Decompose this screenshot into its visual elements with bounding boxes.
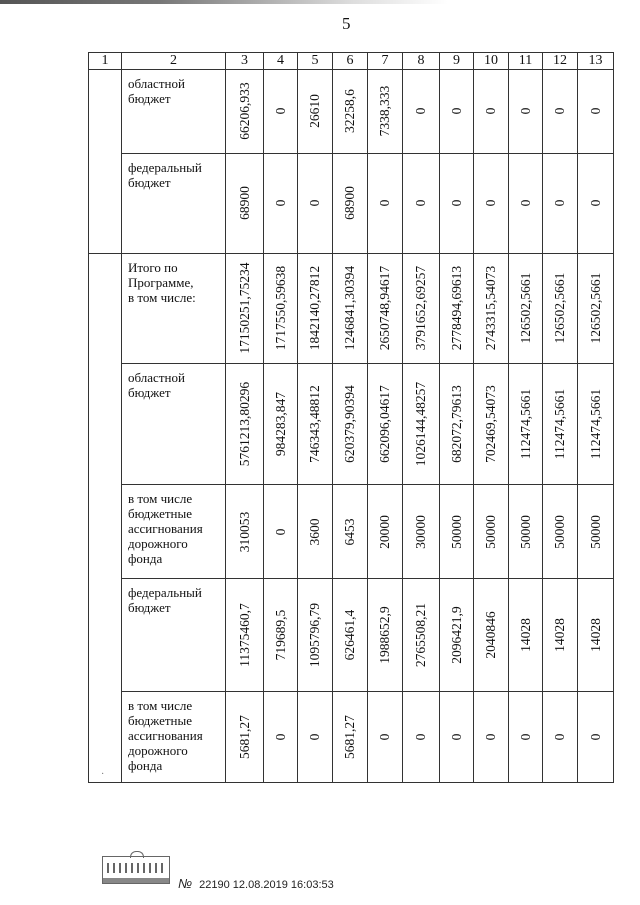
value-text: 0 bbox=[448, 733, 464, 741]
value-text: 0 bbox=[587, 107, 603, 115]
value-text: 14028 bbox=[587, 618, 603, 652]
value-cell bbox=[403, 363, 440, 485]
row-label-text: в том числе бюджетные ассигнования дорожного фонда bbox=[128, 491, 203, 567]
value-text: 0 bbox=[413, 733, 428, 741]
value-cell bbox=[333, 254, 368, 364]
value-text: 984283,847 bbox=[272, 391, 288, 457]
table-row bbox=[89, 254, 614, 364]
column-number-6: 6 bbox=[333, 53, 368, 70]
value-cell bbox=[333, 153, 368, 254]
value-text: 0 bbox=[448, 107, 464, 115]
row-label bbox=[122, 153, 226, 254]
row-label-text: областной бюджет bbox=[128, 369, 185, 400]
value-cell bbox=[226, 578, 264, 692]
column-number-2: 2 bbox=[122, 53, 226, 70]
registration-number-date: 22190 12.08.2019 16:03:53 bbox=[199, 879, 334, 891]
row-label bbox=[122, 70, 226, 153]
column-number-13: 13 bbox=[578, 53, 614, 70]
value-cell bbox=[403, 153, 440, 254]
value-text: 68900 bbox=[236, 186, 252, 221]
value-cell bbox=[333, 363, 368, 485]
footer bbox=[0, 850, 640, 905]
value-text: 1246841,30394 bbox=[342, 266, 357, 351]
value-cell bbox=[509, 70, 543, 153]
value-text: 0 bbox=[413, 107, 428, 115]
row-label-text: федеральный бюджет bbox=[128, 159, 202, 190]
value-text: 126502,5661 bbox=[517, 272, 533, 344]
value-cell bbox=[440, 578, 474, 692]
value-cell bbox=[474, 254, 509, 364]
value-text: 0 bbox=[517, 107, 533, 115]
value-text: 0 bbox=[272, 733, 288, 741]
value-text: 702469,54073 bbox=[483, 385, 498, 463]
value-text: 14028 bbox=[552, 618, 567, 652]
table-row bbox=[89, 485, 614, 579]
value-text: 0 bbox=[483, 733, 498, 741]
value-text: 310053 bbox=[236, 511, 252, 552]
value-cell bbox=[298, 692, 333, 783]
value-cell bbox=[543, 363, 578, 485]
value-text: 0 bbox=[307, 733, 322, 741]
value-cell bbox=[298, 578, 333, 692]
table-row bbox=[89, 70, 614, 153]
value-text: 50000 bbox=[587, 514, 603, 549]
column-number-5: 5 bbox=[298, 53, 333, 70]
column-number-11: 11 bbox=[509, 53, 543, 70]
value-cell bbox=[226, 363, 264, 485]
value-cell bbox=[474, 363, 509, 485]
row-label bbox=[122, 692, 226, 783]
value-text: 26610 bbox=[307, 94, 322, 129]
value-cell bbox=[298, 485, 333, 579]
value-cell bbox=[578, 153, 614, 254]
value-text: 626461,4 bbox=[342, 609, 357, 661]
number-sign: № bbox=[178, 876, 193, 891]
value-text: 20000 bbox=[377, 514, 392, 549]
value-cell bbox=[543, 485, 578, 579]
value-text: 0 bbox=[587, 733, 603, 741]
table-row bbox=[89, 578, 614, 692]
value-cell bbox=[474, 578, 509, 692]
table-row bbox=[89, 363, 614, 485]
value-text: 0 bbox=[413, 199, 428, 207]
value-cell bbox=[578, 578, 614, 692]
value-cell bbox=[264, 254, 298, 364]
value-cell bbox=[298, 254, 333, 364]
value-cell bbox=[403, 70, 440, 153]
value-cell bbox=[368, 153, 403, 254]
value-text: 0 bbox=[587, 199, 603, 207]
column-number-4: 4 bbox=[264, 53, 298, 70]
row-label-text: областной бюджет bbox=[128, 76, 185, 107]
value-text: 0 bbox=[552, 107, 567, 115]
value-text: 11375460,7 bbox=[236, 603, 252, 667]
value-text: 50000 bbox=[483, 514, 498, 549]
value-cell bbox=[474, 692, 509, 783]
value-cell bbox=[543, 692, 578, 783]
value-cell bbox=[368, 254, 403, 364]
value-cell bbox=[578, 485, 614, 579]
row-label bbox=[122, 254, 226, 364]
value-text: 0 bbox=[272, 199, 288, 207]
value-text: 0 bbox=[272, 528, 288, 535]
value-text: 1717550,59638 bbox=[272, 266, 288, 351]
value-text: 0 bbox=[517, 733, 533, 741]
row-label-text: в том числе бюджетные ассигнования дорожного фонда bbox=[128, 698, 203, 774]
value-text: 2743315,54073 bbox=[483, 266, 498, 351]
value-cell bbox=[578, 70, 614, 153]
value-text: 126502,5661 bbox=[587, 272, 603, 344]
value-cell bbox=[264, 578, 298, 692]
value-cell bbox=[226, 485, 264, 579]
value-cell bbox=[403, 692, 440, 783]
value-text: 30000 bbox=[413, 514, 428, 549]
value-cell bbox=[264, 70, 298, 153]
value-text: 746343,48812 bbox=[307, 385, 322, 463]
value-cell bbox=[264, 485, 298, 579]
value-text: 112474,5661 bbox=[587, 388, 603, 460]
value-cell bbox=[368, 578, 403, 692]
value-text: 1026144,48257 bbox=[413, 381, 428, 467]
value-text: 5681,27 bbox=[236, 715, 252, 760]
page-number: 5 bbox=[342, 14, 351, 33]
value-cell bbox=[578, 363, 614, 485]
value-cell bbox=[226, 254, 264, 364]
value-text: 2765508,21 bbox=[413, 603, 428, 668]
value-cell bbox=[543, 254, 578, 364]
value-cell bbox=[333, 70, 368, 153]
scan-top-edge bbox=[0, 0, 640, 4]
value-text: 662096,04617 bbox=[377, 385, 392, 463]
column-number-10: 10 bbox=[474, 53, 509, 70]
value-cell bbox=[474, 70, 509, 153]
column-number-1: 1 bbox=[89, 53, 122, 70]
column-number-12: 12 bbox=[543, 53, 578, 70]
value-cell bbox=[474, 485, 509, 579]
value-cell bbox=[509, 692, 543, 783]
value-cell bbox=[226, 70, 264, 153]
value-cell bbox=[368, 363, 403, 485]
value-cell bbox=[333, 578, 368, 692]
value-text: 112474,5661 bbox=[517, 388, 533, 460]
value-text: 126502,5661 bbox=[552, 272, 567, 344]
scan-mark: · bbox=[101, 769, 105, 780]
value-cell bbox=[298, 363, 333, 485]
value-cell bbox=[264, 153, 298, 254]
value-text: 6453 bbox=[342, 518, 357, 546]
value-text: 0 bbox=[307, 199, 322, 207]
value-text: 1842140,27812 bbox=[307, 266, 322, 351]
value-text: 2040846 bbox=[483, 611, 498, 659]
value-cell bbox=[474, 153, 509, 254]
table-row bbox=[89, 153, 614, 254]
value-cell bbox=[440, 692, 474, 783]
value-text: 0 bbox=[272, 107, 288, 115]
row-label bbox=[122, 578, 226, 692]
value-text: 2650748,94617 bbox=[377, 266, 392, 351]
value-cell bbox=[509, 254, 543, 364]
value-text: 0 bbox=[483, 199, 498, 207]
value-cell bbox=[368, 70, 403, 153]
value-text: 2096421,9 bbox=[448, 606, 464, 664]
value-text: 68900 bbox=[342, 186, 357, 221]
table-header-row bbox=[89, 53, 614, 70]
value-text: 66206,933 bbox=[236, 82, 252, 140]
value-text: 0 bbox=[483, 107, 498, 115]
table-row bbox=[89, 692, 614, 783]
value-text: 0 bbox=[448, 199, 464, 207]
value-text: 50000 bbox=[552, 514, 567, 549]
value-text: 0 bbox=[552, 733, 567, 741]
row-label bbox=[122, 485, 226, 579]
value-cell bbox=[509, 485, 543, 579]
column-number-9: 9 bbox=[440, 53, 474, 70]
value-cell bbox=[264, 692, 298, 783]
value-text: 7338,333 bbox=[377, 85, 392, 137]
value-text: 3600 bbox=[307, 518, 322, 546]
number-cell bbox=[89, 70, 122, 254]
registry-seal bbox=[102, 856, 170, 884]
row-label-text: федеральный бюджет bbox=[128, 584, 202, 615]
value-cell bbox=[440, 254, 474, 364]
value-text: 1988652,9 bbox=[377, 606, 392, 664]
value-cell bbox=[298, 70, 333, 153]
value-text: 14028 bbox=[517, 618, 533, 652]
value-text: 682072,79613 bbox=[448, 385, 464, 463]
value-cell bbox=[226, 153, 264, 254]
value-text: 32258,6 bbox=[342, 89, 357, 134]
number-cell bbox=[89, 254, 122, 783]
value-text: 3791652,69257 bbox=[413, 266, 428, 351]
value-cell bbox=[333, 485, 368, 579]
value-cell bbox=[440, 70, 474, 153]
value-cell bbox=[403, 485, 440, 579]
value-cell bbox=[226, 692, 264, 783]
value-text: 620379,90394 bbox=[342, 385, 357, 463]
value-cell bbox=[403, 578, 440, 692]
value-cell bbox=[578, 692, 614, 783]
value-cell bbox=[440, 485, 474, 579]
value-cell bbox=[543, 578, 578, 692]
value-text: 0 bbox=[377, 199, 392, 207]
value-cell bbox=[264, 363, 298, 485]
value-text: 5761213,80296 bbox=[236, 381, 252, 467]
value-cell bbox=[440, 153, 474, 254]
value-text: 719689,5 bbox=[272, 609, 288, 661]
value-cell bbox=[509, 153, 543, 254]
column-number-3: 3 bbox=[226, 53, 264, 70]
value-text: 0 bbox=[377, 733, 392, 741]
value-text: 2778494,69613 bbox=[448, 266, 464, 351]
registration-stamp bbox=[178, 876, 334, 891]
row-label-text: Итого по Программе, в том числе: bbox=[128, 260, 196, 306]
value-cell bbox=[440, 363, 474, 485]
value-text: 17150251,75234 bbox=[236, 262, 252, 354]
value-cell bbox=[509, 363, 543, 485]
value-text: 112474,5661 bbox=[552, 388, 567, 460]
value-text: 5681,27 bbox=[342, 715, 357, 760]
column-number-8: 8 bbox=[403, 53, 440, 70]
budget-table bbox=[88, 52, 614, 783]
value-text: 50000 bbox=[448, 514, 464, 549]
value-cell bbox=[368, 692, 403, 783]
value-cell bbox=[403, 254, 440, 364]
value-cell bbox=[368, 485, 403, 579]
value-cell bbox=[543, 153, 578, 254]
row-label bbox=[122, 363, 226, 485]
value-text: 0 bbox=[517, 199, 533, 207]
value-text: 1095796,79 bbox=[307, 603, 322, 668]
value-cell bbox=[333, 692, 368, 783]
value-cell bbox=[298, 153, 333, 254]
column-number-7: 7 bbox=[368, 53, 403, 70]
value-cell bbox=[578, 254, 614, 364]
value-text: 50000 bbox=[517, 514, 533, 549]
value-cell bbox=[509, 578, 543, 692]
value-text: 0 bbox=[552, 199, 567, 207]
value-cell bbox=[543, 70, 578, 153]
